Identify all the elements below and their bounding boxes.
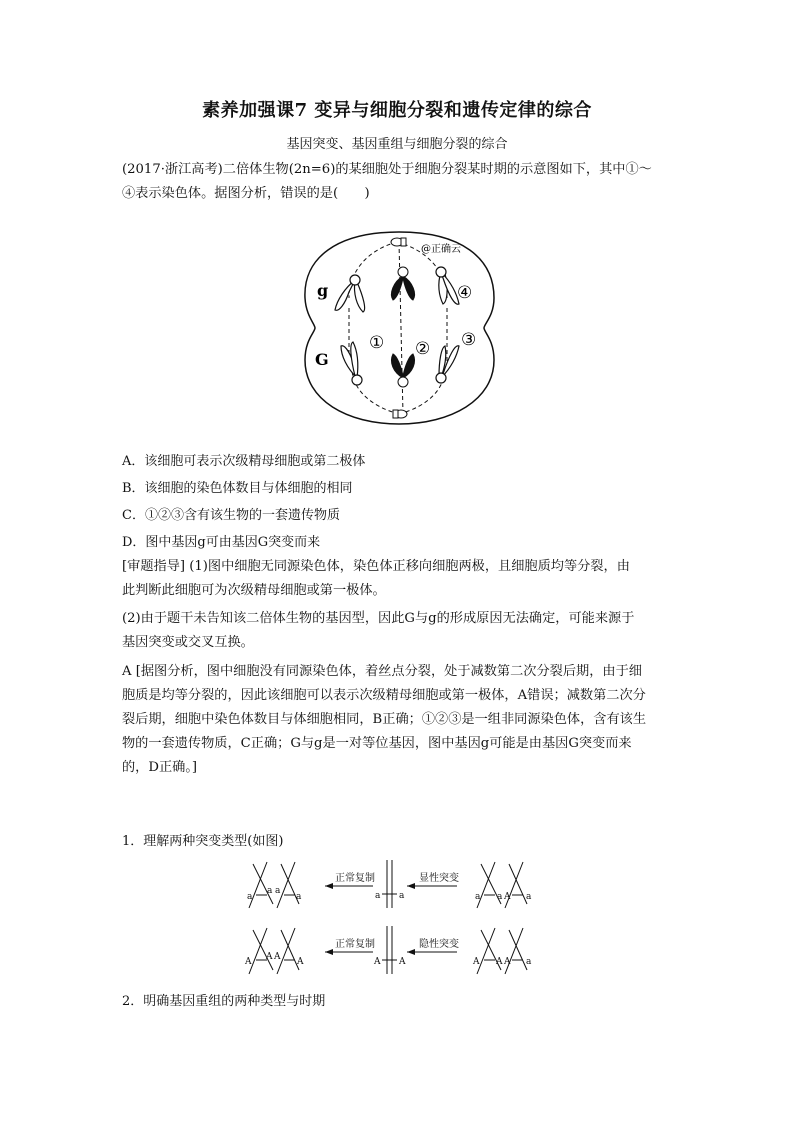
row2-left-gene-2: A xyxy=(266,952,273,962)
row1-center-gene-2: a xyxy=(399,891,405,901)
section-subtitle: 基因突变、基因重组与细胞分裂的综合 xyxy=(286,137,508,152)
row1-left-chromatids xyxy=(249,862,299,908)
row1-right-gene-2: a xyxy=(497,892,503,902)
row2-right-gene-2: A xyxy=(496,957,503,967)
page-title: 素养加强课7 变异与细胞分裂和遗传定律的综合 xyxy=(202,100,592,121)
row2-left-gene-3: A xyxy=(274,952,281,962)
cell-division-figure xyxy=(297,228,502,428)
row1-arrow-label: 正常复制 xyxy=(335,873,375,884)
row2-center-gene-2: A xyxy=(399,957,406,967)
row1-right-gene-4: a xyxy=(526,892,532,902)
chromosome-2 xyxy=(391,354,414,387)
point-2: 2．明确基因重组的两种类型与时期 xyxy=(122,994,326,1009)
cell-membrane xyxy=(305,232,494,424)
row2-center-chromosome xyxy=(382,926,397,974)
row2-mutation-label: 隐性突变 xyxy=(419,939,459,950)
row1-mutation-label: 显性突变 xyxy=(419,873,459,884)
question-stem-line1: (2017·浙江高考)二倍体生物(2n=6)的某细胞处于细胞分裂某时期的示意图如下，其中①～ xyxy=(122,162,652,177)
point-1: 1．理解两种突变类型(如图) xyxy=(122,834,284,849)
chromosome-top-middle xyxy=(391,267,414,300)
row1-left-gene-2: a xyxy=(267,886,273,896)
row2-right-gene-4: a xyxy=(526,957,532,967)
option-a: A．该细胞可表示次级精母细胞或第二极体 xyxy=(122,454,366,469)
answer-line5: 的，D正确。] xyxy=(122,760,198,775)
row1-right-gene-3: A xyxy=(504,892,511,902)
chromosome-g xyxy=(335,275,365,312)
gene-label-G: G xyxy=(315,350,329,369)
spindle-fibers xyxy=(349,242,447,414)
guidance-line2: 此判断此细胞可为次级精母细胞或第一极体。 xyxy=(122,583,386,598)
row2-left-gene-1: A xyxy=(245,957,252,967)
chromosome-4-top xyxy=(436,267,459,304)
chromosome-G xyxy=(341,342,362,385)
guidance-line1: [审题指导] (1)图中细胞无同源染色体，染色体正移向细胞两极，且细胞质均等分裂，由 xyxy=(122,559,630,574)
option-c: C．①②③含有该生物的一套遗传物质 xyxy=(122,508,340,523)
guidance-line3: (2)由于题干未告知该二倍体生物的基因型，因此G与g的形成原因无法确定，可能来源于 xyxy=(122,611,635,626)
row1-right-gene-1: a xyxy=(475,892,481,902)
row1-center-chromosome xyxy=(382,860,397,908)
answer-line3: 裂后期，细胞中染色体数目与体细胞相同，B正确；①②③是一组非同源染色体，含有该生 xyxy=(122,712,646,727)
row2-left-gene-4: A xyxy=(297,957,304,967)
chromosome-label-3: ③ xyxy=(461,330,477,350)
mutation-types-figure xyxy=(243,852,543,977)
row1-left-gene-3: a xyxy=(275,886,281,896)
guidance-block xyxy=(122,555,682,655)
centriole-top xyxy=(391,238,406,246)
guidance-line4: 基因突变或交叉互换。 xyxy=(122,635,254,650)
row2-right-gene-1: A xyxy=(473,957,480,967)
answer-line2: 胞质是均等分裂的，因此该细胞可以表示次级精母细胞或第一极体，A错误；减数第二次分 xyxy=(122,688,646,703)
gene-label-g: g xyxy=(317,281,329,300)
row1-left-gene-4: a xyxy=(296,892,302,902)
question-stem xyxy=(122,158,682,206)
answer-line1: A [据图分析，图中细胞没有同源染色体，着丝点分裂，处于减数第二次分裂后期，由于细 xyxy=(122,664,642,679)
chromosome-label-1: ① xyxy=(369,333,385,353)
option-b: B．该细胞的染色体数目与体细胞的相同 xyxy=(122,481,353,496)
answer-block xyxy=(122,660,682,780)
question-stem-line2: ④表示染色体。据图分析，错误的是( ) xyxy=(122,186,370,201)
row1-left-gene-1: a xyxy=(247,892,253,902)
option-d: D．图中基因g可由基因G突变而来 xyxy=(122,535,321,550)
row2-right-gene-3: A xyxy=(504,957,511,967)
row2-arrow-label: 正常复制 xyxy=(335,939,375,950)
row2-right-chromatids xyxy=(477,928,527,974)
watermark: @正确云 xyxy=(421,244,461,255)
centriole-bottom xyxy=(393,410,407,418)
chromosome-label-4: ④ xyxy=(457,283,473,303)
answer-line4: 物的一套遗传物质，C正确；G与g是一对等位基因，图中基因g可能是由基因G突变而来 xyxy=(122,736,632,751)
row1-center-gene-1: a xyxy=(375,891,381,901)
chromosome-label-2: ② xyxy=(415,339,431,359)
row2-left-chromatids xyxy=(249,928,299,974)
row2-center-gene-1: A xyxy=(374,957,381,967)
